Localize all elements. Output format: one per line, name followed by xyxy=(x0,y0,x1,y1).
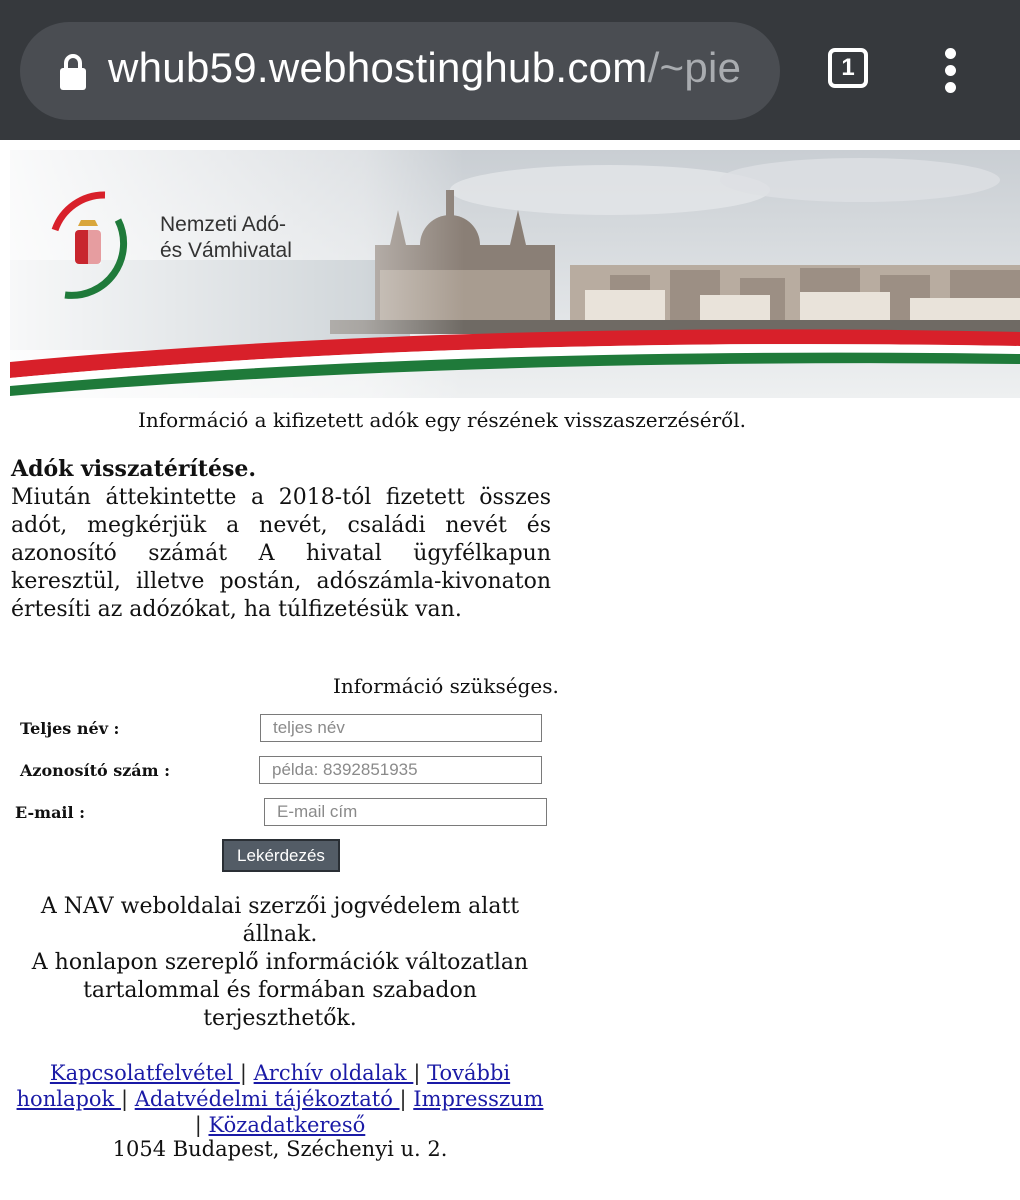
link-separator: | xyxy=(413,1061,421,1085)
page-subtitle: Információ a kifizetett adók egy részének visszaszerzéséről. xyxy=(138,408,746,432)
url-text xyxy=(108,44,741,92)
submit-button[interactable]: Lekérdezés xyxy=(222,839,340,872)
link-separator: | xyxy=(120,1087,129,1111)
org-logo-text xyxy=(160,212,292,264)
browser-toolbar xyxy=(0,0,1020,140)
intro-paragraph: Miután áttekintette a 2018-tól fizetett összes adót, megkérjük a nevét, családi nevét és azonosító számát A hivatal ügyfélkapun keresztül, illetve postán, adószámla-kivonaton értesíti az adózókat, ha túlfizetésük van. xyxy=(11,485,551,622)
tab-count: 1 xyxy=(841,54,855,81)
link-separator: | xyxy=(194,1113,202,1137)
copyright-line2: A honlapon szereplő információk változatlan tartalommal és formában szabadon terjeszthetők. xyxy=(31,950,529,1031)
email-input[interactable] xyxy=(264,798,547,826)
link-archive[interactable]: Archív oldalak xyxy=(253,1061,414,1085)
copyright-line1: A NAV weboldalai szerzői jogvédelem alatt állnak. xyxy=(40,894,520,947)
link-imprint[interactable]: Impresszum xyxy=(413,1087,544,1111)
full-name-input[interactable] xyxy=(260,714,542,742)
address-bar[interactable] xyxy=(20,22,780,120)
link-other-sites[interactable]: További honlapok xyxy=(16,1061,511,1111)
link-separator: | xyxy=(239,1061,247,1085)
form-heading: Információ szükséges. xyxy=(333,674,559,698)
org-name-line2: és Vámhivatal xyxy=(160,239,292,262)
id-number-input[interactable] xyxy=(259,756,542,784)
more-menu-icon[interactable] xyxy=(940,48,960,96)
postal-address: 1054 Budapest, Széchenyi u. 2. xyxy=(112,1137,448,1161)
link-contact[interactable]: Kapcsolatfelvétel xyxy=(49,1061,240,1085)
footer-links xyxy=(10,1060,550,1138)
banner-image xyxy=(10,150,1020,398)
id-label: Azonosító szám : xyxy=(20,761,171,780)
lock-icon xyxy=(58,52,88,92)
email-label: E-mail : xyxy=(15,803,86,822)
header-banner xyxy=(10,150,1020,398)
url-host: whub59.webhostinghub.com xyxy=(108,44,648,91)
url-path: /~pie xyxy=(647,44,742,91)
link-separator: | xyxy=(399,1087,407,1111)
section-heading: Adók visszatérítése. xyxy=(11,456,256,482)
link-public-data[interactable]: Közadatkereső xyxy=(208,1113,366,1137)
org-name-line1: Nemzeti Adó- xyxy=(160,213,287,236)
link-privacy[interactable]: Adatvédelmi tájékoztató xyxy=(134,1087,400,1111)
tab-switcher-button[interactable] xyxy=(828,48,868,88)
name-label: Teljes név : xyxy=(20,719,120,738)
copyright-notice xyxy=(10,893,550,1033)
